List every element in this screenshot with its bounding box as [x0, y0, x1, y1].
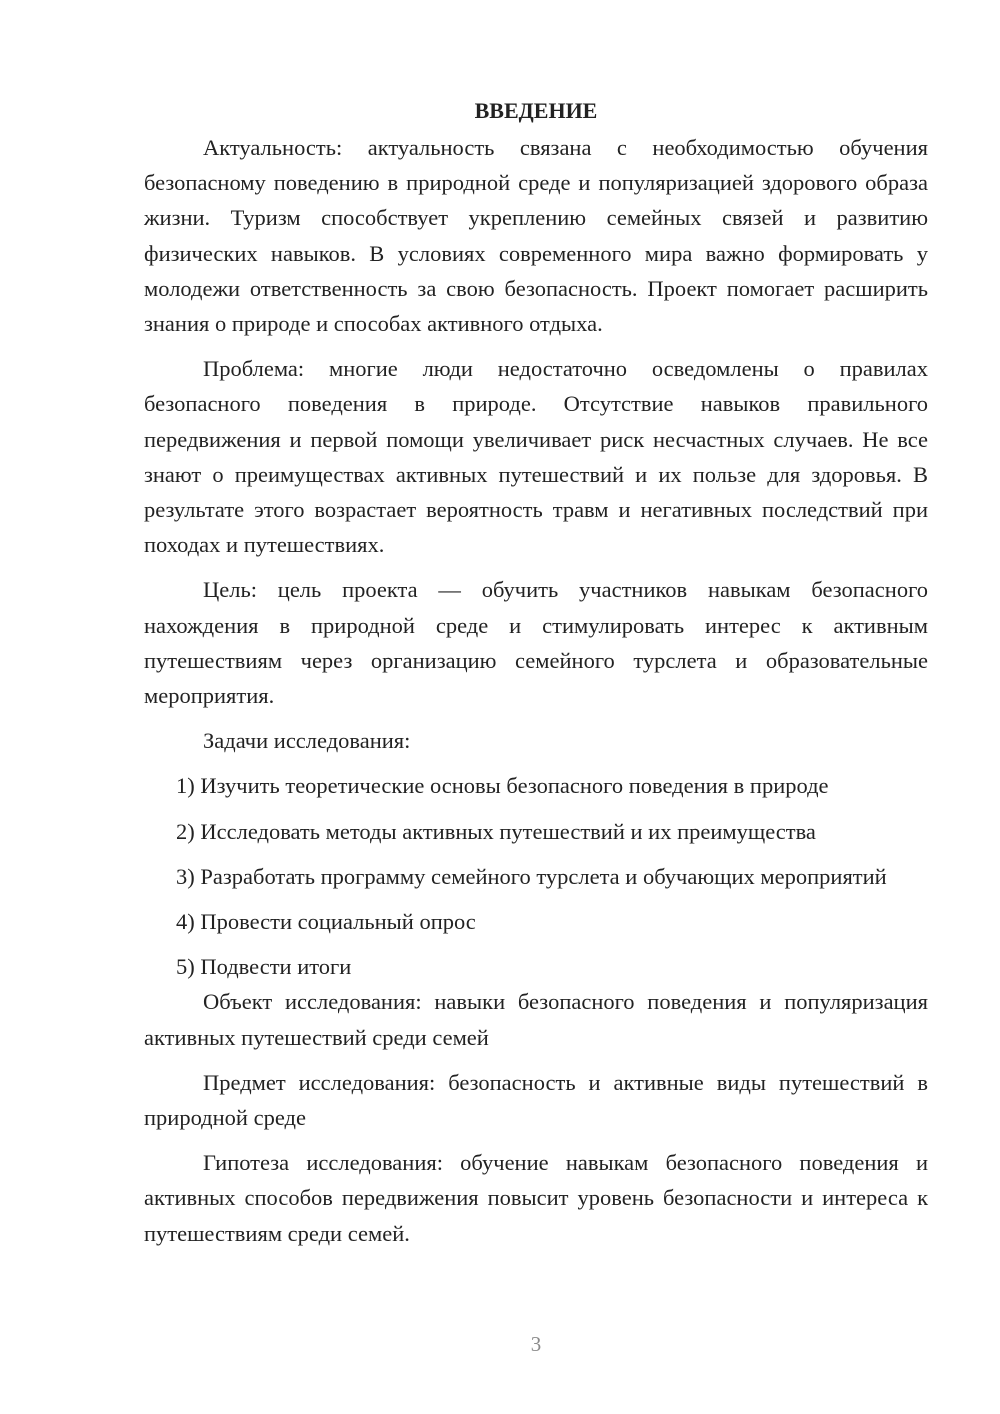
list-item: 5) Подвести итоги: [176, 954, 352, 980]
list-item: 3) Разработать программу семейного турслета и обучающих мероприятий: [176, 863, 887, 889]
list-item: 1) Изучить теоретические основы безопасного поведения в природе: [176, 773, 829, 799]
list-item: 2) Исследовать методы активных путешествий и их преимущества: [176, 818, 816, 844]
subject-paragraph: Предмет исследования: безопасность и активные виды путешествий в природной среде: [144, 1069, 928, 1131]
relevance-paragraph: Актуальность: актуальность связана с необходимостью обучения безопасному поведению в природной среде и популяризацией здорового образа жизни. Туризм способствует укреплению семейных связей и развитию физических навыков. В условиях современного мира важно формировать у молодежи ответственность за свою безопасность. Проект помогает расширить знания о природе и способах активного отдыха.: [144, 135, 928, 337]
document-page: [144, 93, 928, 1251]
section-title: ВВЕДЕНИЕ: [474, 98, 598, 123]
list-item: 4) Провести социальный опрос: [176, 909, 476, 935]
tasks-heading: Задачи исследования:: [203, 728, 411, 754]
hypothesis-paragraph: Гипотеза исследования: обучение навыкам безопасного поведения и активных способов передвижения повысит уровень безопасности и интереса к путешествиям среди семей.: [144, 1150, 928, 1246]
problem-paragraph: Проблема: многие люди недостаточно осведомлены о правилах безопасного поведения в природе. Отсутствие навыков правильного передвижения и первой помощи увеличивает риск несчастных случаев. Не все знают о преимуществах активных путешествий и их пользе для здоровья. В результате этого возрастает вероятность травм и негативных последствий при походах и путешествиях.: [144, 356, 928, 558]
goal-paragraph: Цель: цель проекта — обучить участников навыкам безопасного нахождения в природной среде и стимулировать интерес к активным путешествиям через организацию семейного турслета и образовательные мероприятия.: [144, 577, 928, 709]
object-paragraph: Объект исследования: навыки безопасного поведения и популяризация активных путешествий среди семей: [144, 989, 928, 1050]
tasks-list: [144, 768, 928, 984]
page-number: 3: [530, 1332, 542, 1356]
